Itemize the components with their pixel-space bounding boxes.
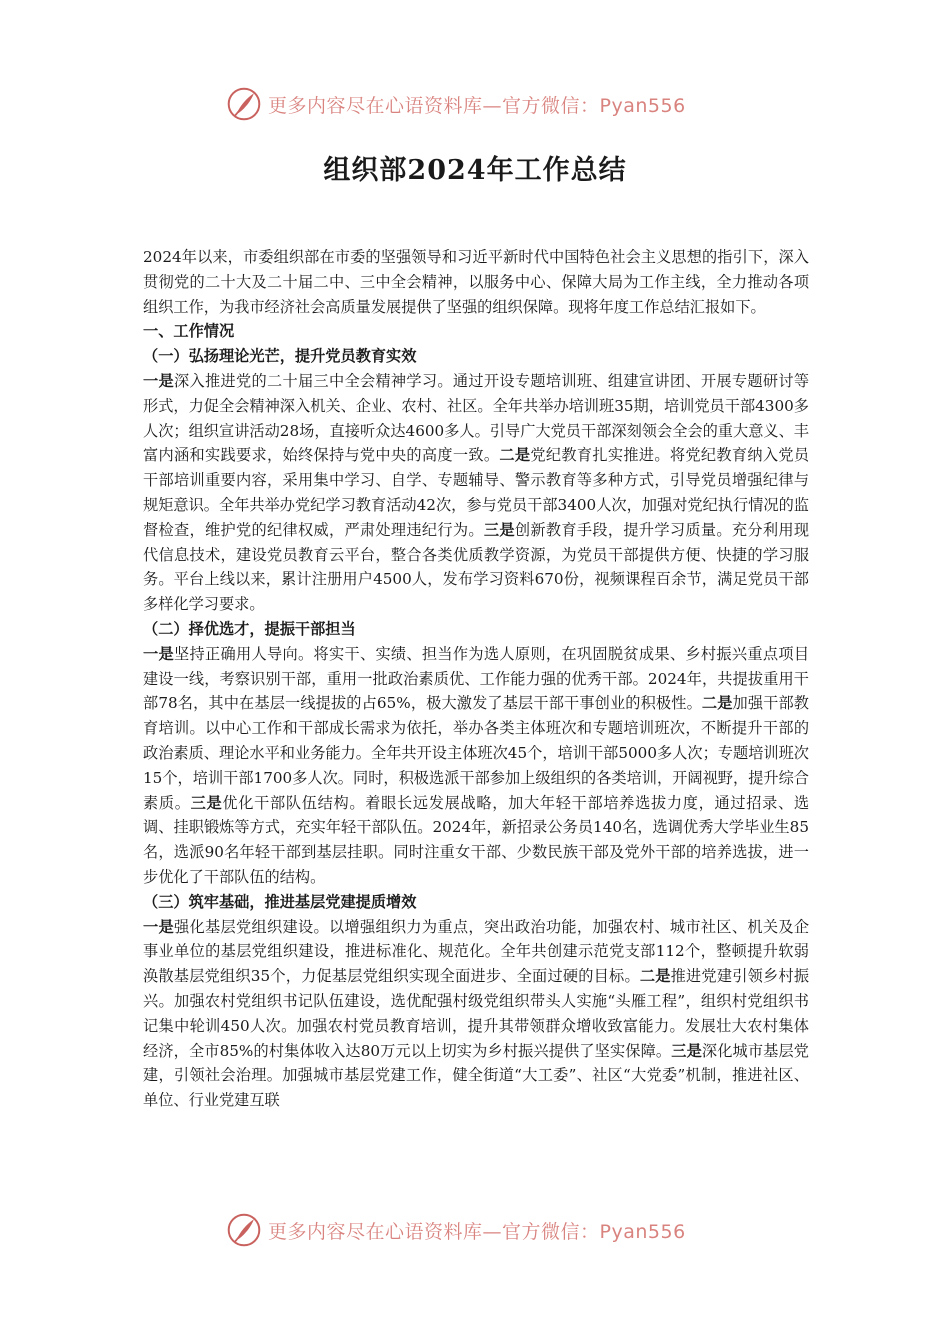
subsection-heading-2: （二）择优选才，提振干部担当 <box>143 619 356 638</box>
page-title: 组织部2024年工作总结 <box>323 155 627 186</box>
subsection-heading-3: （三）筑牢基础，推进基层党建提质增效 <box>143 892 417 911</box>
watermark-banner-bottom <box>226 1210 726 1250</box>
banner-text: 更多内容尽在心语资料库—官方微信：Pyan556 <box>268 1220 686 1243</box>
intro-paragraph: 2024年以来，市委组织部在市委的坚强领导和习近平新时代中国特色社会主义思想的指引下，深入贯彻党的二十大及二十届二中、三中全会精神，以服务中心、保障大局为工作主线，全力推动各项组织工作，为我市经济社会高质量发展提供了坚强的组织保障。现将年度工作总结汇报如下。 <box>143 248 809 316</box>
subsection-paragraph-2: 一是坚持正确用人导向。将实干、实绩、担当作为选人原则，在巩固脱贫成果、乡村振兴重点项目建设一线，考察识别干部，重用一批政治素质优、工作能力强的优秀干部。2024年，共提拔重用干部78名，其中在基层一线提拔的占65%，极大激发了基层干部干事创业的积极性。二是加强干部教育培训。以中心工作和干部成长需求为依托，举办各类主体班次和专题培训班次，不断提升干部的政治素质、理论水平和业务能力。全年共开设主体班次45个，培训干部5000多人次；专题培训班次15个，培训干部1700多人次。同时，积极选派干部参加上级组织的各类培训，开阔视野，提升综合素质。三是优化干部队伍结构。着眼长远发展战略，加大年轻干部培养选拔力度，通过招录、选调、挂职锻炼等方式，充实年轻干部队伍。2024年，新招录公务员140名，选调优秀大学毕业生85名，选派90名年轻干部到基层挂职。同时注重女干部、少数民族干部及党外干部的培养选拔，进一步优化了干部队伍的结构。 <box>143 644 810 886</box>
subsection-paragraph-1: 一是深入推进党的二十届三中全会精神学习。通过开设专题培训班、组建宣讲团、开展专题研讨等形式，力促全会精神深入机关、企业、农村、社区。全年共举办培训班35期，培训党员干部4300多人次；组织宣讲活动28场，直接听众达4600多人。引导广大党员干部深刻领会全会的重大意义、丰富内涵和实践要求，始终保持与党中央的高度一致。二是党纪教育扎实推进。将党纪教育纳入党员干部培训重要内容，采用集中学习、自学、专题辅导、警示教育等多种方式，引导党员增强纪律与规矩意识。全年共举办党纪学习教育活动42次，参与党员干部3400人次，加强对党纪执行情况的监督检查，维护党的纪律权威，严肃处理违纪行为。三是创新教育手段，提升学习质量。充分利用现代信息技术，建设党员教育云平台，整合各类优质教学资源，为党员干部提供方便、快捷的学习服务。平台上线以来，累计注册用户4500人，发布学习资料670份，视频课程百余节，满足党员干部多样化学习要求。 <box>143 371 810 614</box>
section-heading: 一、工作情况 <box>143 322 235 341</box>
subsection-paragraph-3: 一是强化基层党组织建设。以增强组织力为重点，突出政治功能，加强农村、城市社区、机关及企事业单位的基层党组织建设，推进标准化、规范化。全年共创建示范党支部112个，整顿提升软弱涣散基层党组织35个，力促基层党组织实现全面进步、全面过硬的目标。二是推进党建引领乡村振兴。加强农村党组织书记队伍建设，选优配强村级党组织带头人实施“头雁工程”，组织村党组织书记集中轮训450人次。加强农村党员教育培训，提升其带领群众增收致富能力。发展壮大农村集体经济，全市85%的村集体收入达80万元以上切实为乡村振兴提供了坚实保障。三是深化城市基层党建，引领社会治理。加强城市基层党建工作，健全街道“大工委”、社区“大党委”机制，推进社区、单位、行业党建互联 <box>143 917 810 1110</box>
watermark-banner-top <box>226 84 726 124</box>
banner-text: 更多内容尽在心语资料库—官方微信：Pyan556 <box>268 94 686 117</box>
quill-pen-logo-icon <box>226 1212 262 1248</box>
document-body <box>143 245 809 1113</box>
quill-pen-logo-icon <box>226 86 262 122</box>
subsection-heading-1: （一）弘扬理论光芒，提升党员教育实效 <box>143 347 417 366</box>
